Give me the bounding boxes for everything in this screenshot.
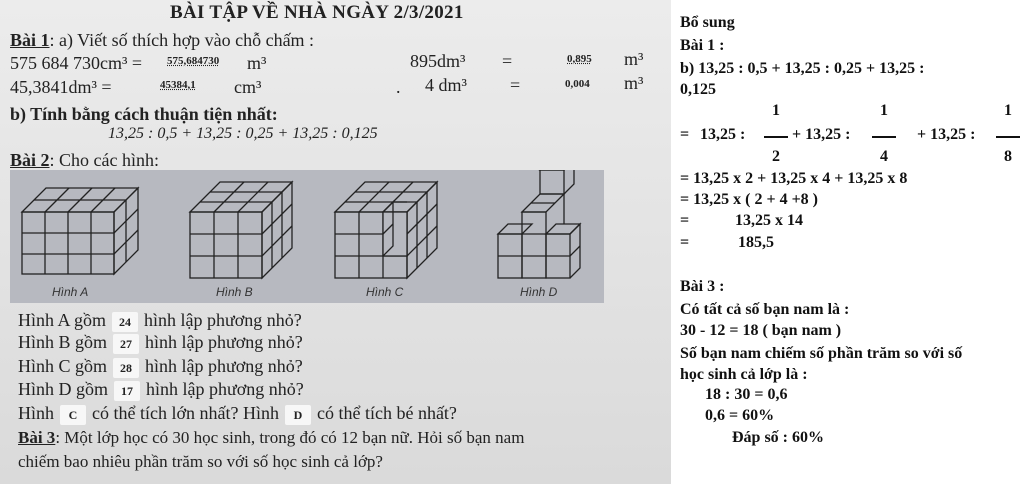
fraction-quarter-num: 1 [880,102,888,119]
step4-eq: = [680,212,690,229]
bai2-instruction: : Cho các hình: [49,150,159,170]
bai1-heading-line [10,30,314,51]
bai3-sol-line-1: Có tất cả số bạn nam là : [680,301,850,318]
step5: 185,5 [738,234,774,251]
fraction-eighth-num: 1 [1004,102,1012,119]
bai3-sol-line-4: học sinh cả lớp là : [680,366,808,383]
bai1-row2-left-answer: 45384,1 [160,79,196,91]
bai1-row2-left: 45,3841dm³ = [10,77,112,97]
cube-figures [10,170,604,303]
bai1-row2-right-unit: m³ [624,73,644,93]
bai3-sol-line-7: Đáp số : 60% [732,429,825,446]
step4: 13,25 x 14 [735,212,803,229]
line-b-prefix: Hình B gồm [18,332,108,352]
step3: = 13,25 x ( 2 + 4 +8 ) [680,191,819,208]
bai1-instruction-b: b) Tính bằng cách thuận tiện nhất: [10,104,278,124]
fraction-quarter-den: 4 [880,148,888,165]
solution-b-line: b) 13,25 : 0,5 + 13,25 : 0,25 + 13,25 : [680,60,925,77]
bai1-row1-left-answer: 575,684730 [167,55,220,67]
line-c-suffix: hình lập phương nhỏ? [145,356,303,376]
answer-d: 17 [114,381,140,401]
answer-smallest: D [285,405,311,425]
answer-b: 27 [113,334,139,354]
bai1-label: Bài 1 [10,30,50,50]
bai1-instruction-a: : a) Viết số thích hợp vào chỗ chấm : [49,30,315,50]
figure-a-icon [22,188,138,274]
figure-c-icon [335,182,437,278]
bai3-sol-line-5: 18 : 30 = 0,6 [705,386,788,403]
figure-d-icon [498,170,580,278]
line-d-prefix: Hình D gồm [18,379,108,399]
caption-d: Hình D [520,285,558,299]
bai1-row2-right: 4 dm³ [425,75,467,95]
bai2-line-c [18,356,303,378]
step1-term1: 13,25 : [700,126,746,143]
bai1-row1-left: 575 684 730cm³ = [10,53,143,73]
solution-b-line2: 0,125 [680,81,716,98]
bai1-row1-right-unit: m³ [624,49,644,69]
bai3-line1 [18,428,524,448]
bai1-row1-right-eq: = [502,51,513,71]
line-d-suffix: hình lập phương nhỏ? [146,379,304,399]
fraction-bar [872,136,896,138]
volume-suffix: có thể tích bé nhất? [316,403,457,423]
caption-a: Hình A [52,285,89,299]
volume-middle: có thể tích lớn nhất? Hình [92,403,279,423]
bai2-heading-line [10,150,159,171]
solution-bai3-heading: Bài 3 : [680,278,725,295]
fraction-eighth-den: 8 [1004,148,1012,165]
bai3-line2: chiếm bao nhiêu phần trăm so với số học sinh cả lớp? [18,452,383,471]
fraction-half-num: 1 [772,102,780,119]
step1-eq: = [680,126,690,143]
bai3-sol-line-2: 30 - 12 = 18 ( bạn nam ) [680,322,842,339]
solution-bai1-heading: Bài 1 : [680,37,725,54]
caption-b: Hình B [216,285,253,299]
bai2-line-d [18,379,304,401]
figure-b-icon [190,182,292,278]
solution-panel [680,0,1024,484]
line-c-prefix: Hình C gồm [18,356,108,376]
bai1-row2-right-answer: 0,004 [565,78,590,90]
fraction-half-den: 2 [772,148,780,165]
step5-eq: = [680,234,690,251]
volume-prefix: Hình [18,403,54,423]
bai1-row2-right-eq: = [510,75,521,95]
bai1-row1-right-answer: 0,895 [567,53,592,65]
line-a-prefix: Hình A gồm [18,310,107,330]
bai3-text-1: : Một lớp học có 30 học sinh, trong đó có 12 bạn nữ. Hỏi số bạn nam [55,428,525,447]
step1-term3: + 13,25 : [917,126,976,143]
answer-a: 24 [112,312,138,332]
line-b-suffix: hình lập phương nhỏ? [145,332,303,352]
bai1-row1-left-unit: m³ [247,53,267,73]
bai2-line-volume [18,403,457,425]
bai2-line-b [18,332,303,354]
bai1-row1-right: 895dm³ [410,51,466,71]
bai3-label: Bài 3 [18,428,56,447]
bai1-row2-left-unit: cm³ [234,77,262,97]
worksheet-title: BÀI TẬP VỀ NHÀ NGÀY 2/3/2021 [170,2,464,23]
answer-largest: C [60,405,86,425]
line-a-suffix: hình lập phương nhỏ? [144,310,302,330]
bai3-sol-line-3: Số bạn nam chiếm số phần trăm so với số [680,345,963,362]
bai1-row2-right-dot: . [396,77,401,97]
fraction-bar [996,136,1020,138]
step2: = 13,25 x 2 + 13,25 x 4 + 13,25 x 8 [680,170,908,187]
bai2-line-a [18,310,302,332]
bai1-expression: 13,25 : 0,5 + 13,25 : 0,25 + 13,25 : 0,125 [108,125,378,142]
caption-c: Hình C [366,285,404,299]
bai2-label: Bài 2 [10,150,50,170]
fraction-bar [764,136,788,138]
solution-heading: Bổ sung [680,14,735,31]
answer-c: 28 [113,358,139,378]
bai3-sol-line-6: 0,6 = 60% [705,407,775,424]
step1-term2: + 13,25 : [792,126,851,143]
cube-figures-panel [10,170,604,303]
